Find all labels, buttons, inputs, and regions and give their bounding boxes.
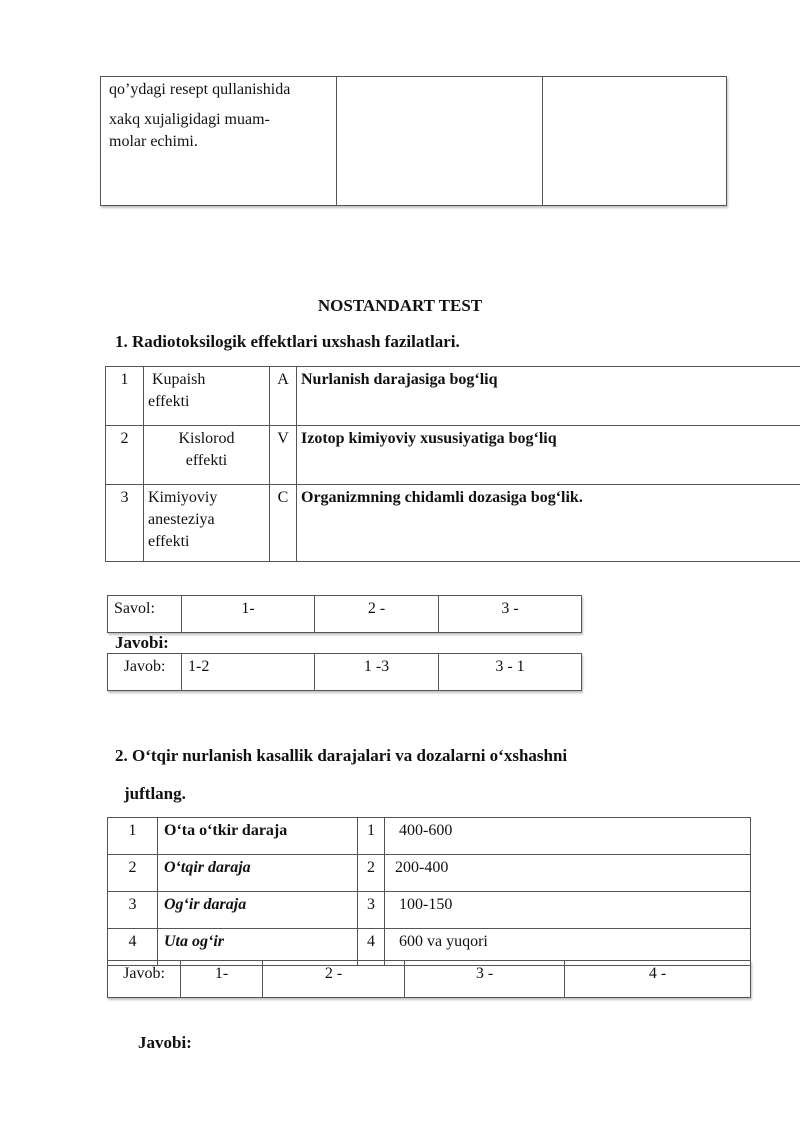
- table-row: [108, 961, 751, 998]
- table-row: [106, 367, 800, 426]
- table-row: [108, 855, 751, 892]
- top-table-cell-empty-2: [543, 77, 727, 206]
- javob-label: Javob:: [108, 654, 182, 691]
- javob-cell: 4 -: [565, 961, 751, 998]
- table-row: [108, 654, 582, 691]
- dose-value: 100-150: [385, 892, 751, 929]
- dose-value: 600 va yuqori: [385, 929, 751, 966]
- javob-label: Javob:: [108, 961, 181, 998]
- javob-table-2: [107, 960, 751, 998]
- row-number: 2: [106, 426, 144, 485]
- degree-name: O‘ta o‘tkir daraja: [158, 818, 358, 855]
- effect-name-line: effekti: [185, 452, 228, 469]
- row-letter: A: [270, 367, 297, 426]
- row-number: 2: [108, 855, 158, 892]
- javob-table-1: [107, 653, 582, 691]
- javobi-label: Javobi:: [115, 633, 169, 652]
- effect-description: Nurlanish darajasiga bog‘liq: [297, 367, 800, 426]
- row-number: 3: [106, 485, 144, 562]
- table-row: [108, 596, 582, 633]
- effect-name: [144, 485, 270, 562]
- dose-index: 1: [358, 818, 385, 855]
- table-row: [108, 818, 751, 855]
- javob-cell: 1-2: [182, 654, 315, 691]
- page-heading: NOSTANDART TEST: [317, 296, 483, 315]
- row-letter: V: [270, 426, 297, 485]
- table-row: [106, 485, 800, 562]
- effect-name-line: Kislorod: [178, 430, 235, 447]
- effect-name-line: Kimiyoviy: [148, 489, 218, 506]
- dose-index: 2: [358, 855, 385, 892]
- radiotoxic-effects-table: [105, 366, 800, 562]
- effect-description: Izotop kimiyoviy xususiyatiga bog‘liq: [297, 426, 800, 485]
- degree-name: O‘tqir daraja: [158, 855, 358, 892]
- dose-value: 400-600: [385, 818, 751, 855]
- effect-name: [144, 426, 270, 485]
- dose-value: 200-400: [385, 855, 751, 892]
- row-number: 3: [108, 892, 158, 929]
- question-2: 2. O‘tqir nurlanish kasallik darajalari va dozalarni o‘xshashni: [115, 746, 568, 765]
- row-number: 1: [108, 818, 158, 855]
- savol-label: Savol:: [108, 596, 182, 633]
- savol-table: [107, 595, 582, 633]
- row-number: 1: [106, 367, 144, 426]
- row-letter: C: [270, 485, 297, 562]
- row-number: 4: [108, 929, 158, 966]
- degree-name: Og‘ir daraja: [158, 892, 358, 929]
- savol-cell: 1-: [182, 596, 315, 633]
- effect-name-line: Kupaish: [152, 371, 206, 388]
- javobi-label: Javobi:: [138, 1033, 192, 1052]
- table-row: [108, 892, 751, 929]
- javob-cell: 2 -: [263, 961, 405, 998]
- top-table: [100, 76, 727, 206]
- effect-name-line: effekti: [148, 533, 190, 550]
- javob-cell: 3 - 1: [439, 654, 582, 691]
- top-table-line1: qo’ydagi resept qullanishida: [109, 81, 291, 98]
- top-table-cell-empty-1: [337, 77, 543, 206]
- effect-name-line: anesteziya: [148, 511, 215, 528]
- effect-description: Organizmning chidamli dozasiga bog‘lik.: [297, 485, 800, 562]
- top-table-line3: molar echimi.: [109, 133, 198, 150]
- dose-index: 3: [358, 892, 385, 929]
- javob-cell: 1 -3: [315, 654, 439, 691]
- degree-name: Uta og‘ir: [158, 929, 358, 966]
- question-2-continuation: juftlang.: [124, 784, 186, 803]
- javob-cell: 3 -: [405, 961, 565, 998]
- javob-cell: 1-: [181, 961, 263, 998]
- top-table-line2: xakq xujaligidagi muam-: [109, 111, 270, 128]
- effect-name: [144, 367, 270, 426]
- top-table-cell-text: [101, 77, 337, 206]
- effect-name-line: effekti: [148, 393, 190, 410]
- question-1: 1. Radiotoksilogik effektlari uxshash fazilatlari.: [115, 332, 460, 351]
- radiation-degree-table: [107, 817, 751, 966]
- savol-cell: 3 -: [439, 596, 582, 633]
- savol-cell: 2 -: [315, 596, 439, 633]
- dose-index: 4: [358, 929, 385, 966]
- table-row: [106, 426, 800, 485]
